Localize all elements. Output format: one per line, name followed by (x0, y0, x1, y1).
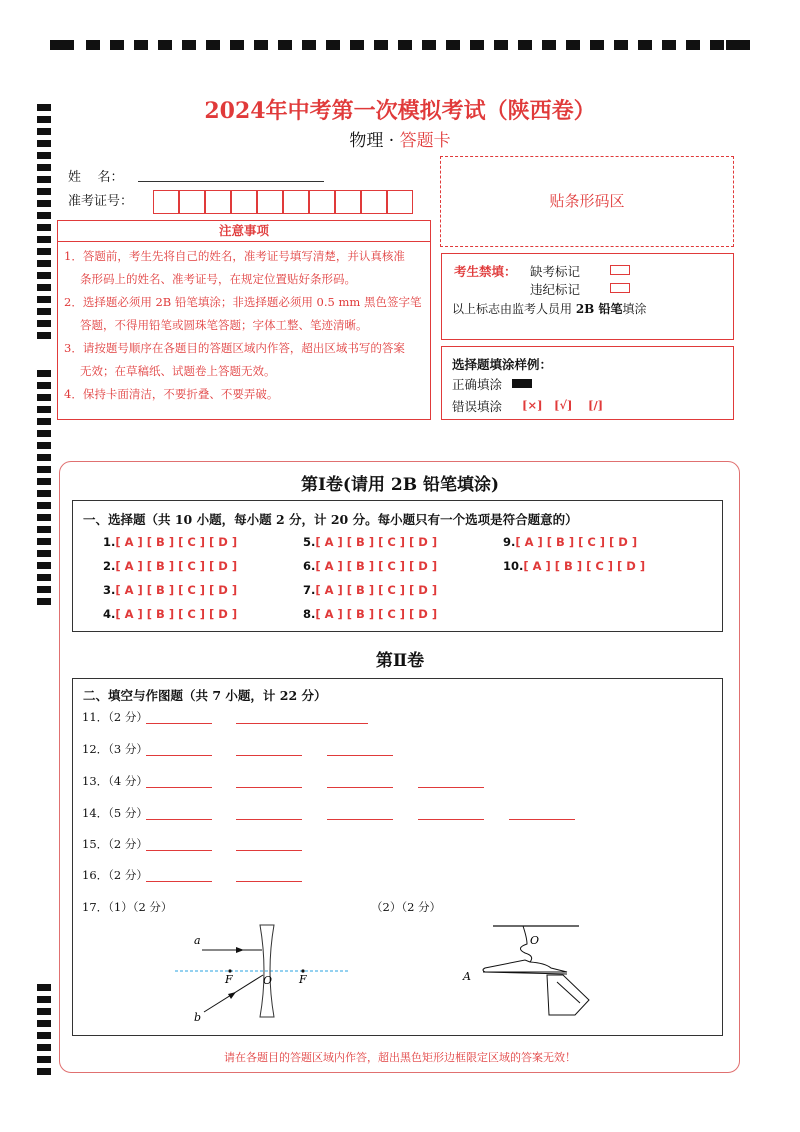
dot-separator: · (388, 131, 395, 151)
choice-question[interactable]: 4.[ A ] [ B ] [ C ] [ D ] (103, 607, 238, 621)
absent-mark-box[interactable] (610, 265, 630, 275)
answer-blank[interactable] (236, 722, 368, 724)
note-line: 1．答题前，考生先将自己的姓名，准考证号填写清楚，并认真核准 (64, 249, 405, 263)
fill-question-label: 12．（3 分） (82, 742, 148, 756)
absent-label: 缺考标记 (530, 264, 581, 279)
choice-question[interactable]: 6.[ A ] [ B ] [ C ] [ D ] (303, 559, 438, 573)
correct-fill-sample (512, 379, 532, 388)
notes-title: 注意事项 (58, 221, 430, 242)
label-a-point: A (463, 970, 471, 983)
wrong-label: 错误填涂 (452, 399, 503, 414)
label-a: a (194, 934, 201, 947)
id-digit-box[interactable] (387, 190, 413, 214)
fill-question-label: 15．（2 分） (82, 837, 148, 851)
name-label: 姓 名： (68, 170, 124, 185)
answer-blank[interactable] (327, 818, 393, 820)
note-line: 3．请按题号顺序在各题目的答题区域内作答，超出区域书写的答案 (64, 341, 405, 355)
label-o: O (530, 934, 540, 947)
violation-mark-box[interactable] (610, 283, 630, 293)
violation-label: 违纪标记 (530, 282, 581, 297)
answer-blank[interactable] (418, 818, 484, 820)
id-digit-box[interactable] (153, 190, 179, 214)
id-digit-box[interactable] (179, 190, 205, 214)
forbidden-box (441, 253, 734, 340)
choice-question[interactable]: 7.[ A ] [ B ] [ C ] [ D ] (303, 583, 438, 597)
name-field[interactable] (138, 181, 324, 182)
note-line: 4．保持卡面清洁，不要折叠、不要弄破。 (64, 387, 279, 401)
wrong-mark-check: [√] (554, 398, 573, 412)
footer-warning: 请在各题目的答题区域内作答，超出黑色矩形边框限定区域的答案无效！ (224, 1051, 576, 1064)
label-b: b (194, 1011, 202, 1024)
cloth-fold (557, 982, 580, 1003)
choice-question[interactable]: 2.[ A ] [ B ] [ C ] [ D ] (103, 559, 238, 573)
correct-label: 正确填涂 (452, 377, 503, 392)
sample-title: 选择题填涂样例： (452, 357, 553, 372)
choice-question[interactable]: 3.[ A ] [ B ] [ C ] [ D ] (103, 583, 238, 597)
answer-blank[interactable] (236, 786, 302, 788)
note-line: 条形码上的姓名、准考证号，在规定位置贴好条形码。 (80, 272, 356, 286)
wrong-mark-cross: [×] (522, 398, 543, 412)
id-digit-box[interactable] (205, 190, 231, 214)
answer-blank[interactable] (146, 880, 212, 882)
wrong-mark-slash: [/] (588, 398, 604, 412)
id-digit-box[interactable] (361, 190, 387, 214)
id-label: 准考证号： (68, 194, 134, 209)
note-line: 无效；在草稿纸、试题卷上答题无效。 (80, 364, 276, 378)
choice-question[interactable]: 8.[ A ] [ B ] [ C ] [ D ] (303, 607, 438, 621)
answer-blank[interactable] (146, 849, 212, 851)
ray-b-arrow-icon (228, 992, 236, 999)
cloth (547, 975, 589, 1015)
ray-a-arrow-icon (236, 947, 244, 953)
label-o: O (263, 974, 273, 987)
forbidden-title: 考生禁填： (454, 264, 517, 279)
label-f-left: F (225, 973, 233, 986)
page-subtitle (0, 126, 800, 151)
choice-question[interactable]: 10.[ A ] [ B ] [ C ] [ D ] (503, 559, 646, 573)
barcode-area (440, 156, 734, 247)
answer-blank[interactable] (146, 754, 212, 756)
fill-question-label: 14．（5 分） (82, 806, 148, 820)
answer-blank[interactable] (146, 722, 212, 724)
notes-box (57, 220, 431, 420)
note-line: 答题，不得用铅笔或圆珠笔答题；字体工整、笔迹清晰。 (80, 318, 368, 332)
fill-section-title: 二、填空与作图题（共 7 小题，计 22 分） (83, 688, 327, 703)
choice-section-title: 一、选择题（共 10 小题，每小题 2 分，计 20 分。每小题只有一个选项是符合题意的） (83, 512, 578, 527)
barcode-label: 贴条形码区 (549, 192, 625, 210)
fill-question-label: 16．（2 分） (82, 868, 148, 882)
answer-blank[interactable] (327, 754, 393, 756)
part2-title: 第Ⅱ卷 (375, 651, 425, 671)
answer-blank[interactable] (146, 786, 212, 788)
id-digit-box[interactable] (335, 190, 361, 214)
choice-question[interactable]: 5.[ A ] [ B ] [ C ] [ D ] (303, 535, 438, 549)
q17-label: 17．（1）（2 分） (82, 900, 173, 914)
card-label: 答题卡 (399, 131, 451, 151)
id-digit-box[interactable] (309, 190, 335, 214)
answer-blank[interactable] (236, 818, 302, 820)
id-digit-box[interactable] (257, 190, 283, 214)
id-digit-box[interactable] (283, 190, 309, 214)
q17-part2-label: （2）（2 分） (371, 900, 442, 914)
part1-title: 第Ⅰ卷(请用 2B 铅笔填涂) (300, 475, 500, 495)
answer-blank[interactable] (146, 818, 212, 820)
label-f-right: F (299, 973, 307, 986)
page-title: 2024年中考第一次模拟考试（陕西卷） (204, 98, 596, 124)
choice-question[interactable]: 1.[ A ] [ B ] [ C ] [ D ] (103, 535, 238, 549)
forbidden-note: 以上标志由监考人员用 2B 铅笔填涂 (452, 302, 647, 316)
answer-blank[interactable] (236, 880, 302, 882)
answer-blank[interactable] (509, 818, 575, 820)
answer-blank[interactable] (236, 849, 302, 851)
subject-label: 物理 (349, 131, 384, 151)
answer-blank[interactable] (236, 754, 302, 756)
answer-blank[interactable] (327, 786, 393, 788)
hanger-diagram[interactable] (455, 920, 625, 1025)
note-line: 2．选择题必须用 2B 铅笔填涂；非选择题必须用 0.5 mm 黑色签字笔 (64, 295, 422, 309)
concave-lens-diagram[interactable] (170, 920, 360, 1025)
fill-question-label: 11．（2 分） (82, 710, 148, 724)
id-digit-box[interactable] (231, 190, 257, 214)
sample-box (441, 346, 734, 420)
fill-question-label: 13．（4 分） (82, 774, 148, 788)
answer-blank[interactable] (418, 786, 484, 788)
choice-question[interactable]: 9.[ A ] [ B ] [ C ] [ D ] (503, 535, 638, 549)
hanger-body (483, 960, 567, 972)
timing-marks-top (50, 38, 750, 50)
